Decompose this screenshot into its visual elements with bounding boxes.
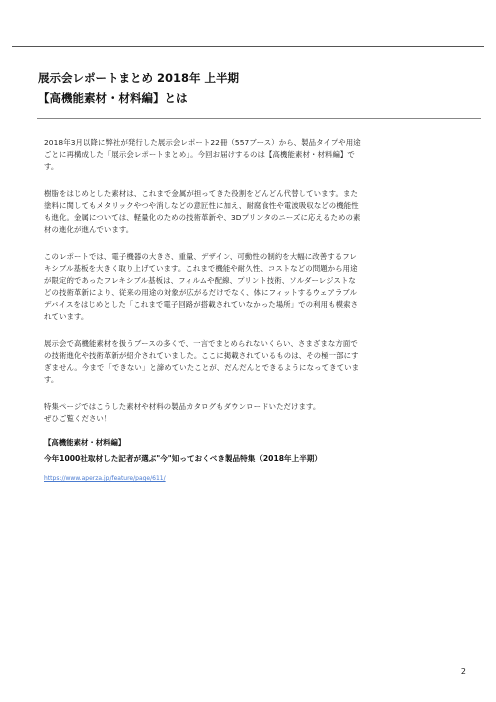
paragraph-catalog <box>44 401 460 425</box>
text-line: ぎません。今まで「できない」と諦めていたことが、だんだんとできるようになってきていま <box>44 363 360 372</box>
title-block <box>38 68 468 108</box>
text-line: の技術進化や技術革新が紹介されていました。ここに掲載されているものは、その極一部にす <box>44 351 359 360</box>
text-line: どの技術革新により、従来の用途の対象が広がるだけでなく、体にフィットするウェアラブル <box>44 288 358 297</box>
text-line: す。 <box>44 162 59 171</box>
title-divider <box>37 118 481 119</box>
text-line: このレポートでは、電子機器の大きさ、重量、デザイン、可動性の制約を大幅に改善するフレ <box>44 252 357 261</box>
paragraph-flexible-board <box>44 251 460 323</box>
text-line: 樹脂をはじめとした素材は、これまで金属が担ってきた役割をどんどん代替しています。また <box>44 189 359 198</box>
text-line: ぜひご覧ください！ <box>44 414 112 423</box>
page-number: 2 <box>460 667 466 676</box>
text-line: 2018年3月以降に弊社が発行した展示会レポート22冊（557ブース）から、製品タイプや用途 <box>44 138 361 147</box>
text-line: デバイスをはじめとした「これまで電子回路が搭載されていなかった場所」での利用も模索さ <box>44 300 359 309</box>
top-divider <box>12 46 484 47</box>
text-line: 材の進化が進んでいます。 <box>44 225 134 234</box>
feature-link-section <box>44 437 460 484</box>
feature-title: 今年1000社取材した記者が選ぶ"今"知っておくべき製品特集（2018年上半期） <box>44 454 322 463</box>
paragraph-materials <box>44 188 460 236</box>
feature-heading: 【高機能素材・材料編】 <box>44 438 126 447</box>
page-subtitle: 【高機能素材・材料編】とは <box>38 91 188 105</box>
text-line: が限定的であったフレキシブル基板は、フィルムや配線、プリント技術、ソルダーレジストな <box>44 276 356 285</box>
text-line: も進化。金属については、軽量化のための技術革新や、3Dプリンタのニーズに応えるための素 <box>44 213 361 222</box>
text-line: す。 <box>44 375 59 384</box>
text-line: ごとに再構成した「展示会レポートまとめ」。今回お届けするのは【高機能素材・材料編】で <box>44 150 355 159</box>
page-title: 展示会レポートまとめ 2018年 上半期 <box>38 71 240 85</box>
text-line: 特集ページではこうした素材や材料の製品カタログもダウンロードいただけます。 <box>44 402 321 411</box>
feature-url-link[interactable]: https://www.aperza.jp/feature/page/611/ <box>44 475 166 482</box>
paragraph-innovation <box>44 338 460 386</box>
text-line: キシブル基板を大きく取り上げています。これまで機能や耐久性、コストなどの問題から用途 <box>44 264 358 273</box>
text-line: れています。 <box>44 312 89 321</box>
paragraph-intro <box>44 137 460 173</box>
body-content <box>44 137 460 484</box>
text-line: 展示会で高機能素材を扱うブースの多くで、一言でまとめられないくらい、さまざまな方面で <box>44 339 358 348</box>
text-line: 塗料に関してもメタリックやつや消しなどの意匠性に加え、耐腐食性や電波吸収などの機能性 <box>44 201 359 210</box>
